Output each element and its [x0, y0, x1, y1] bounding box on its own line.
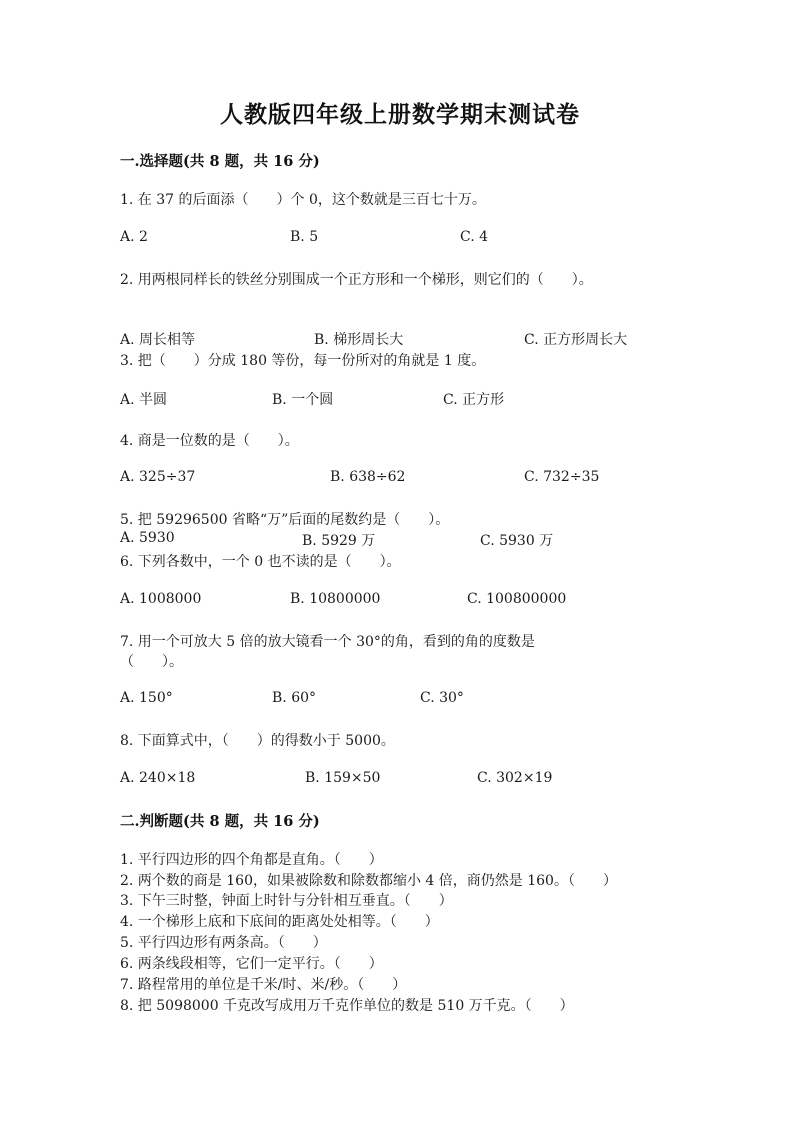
option-c: C. 30° — [420, 690, 464, 706]
judge-item: 4. 一个梯形上底和下底间的距离处处相等。（ ） — [120, 914, 439, 930]
question-stem: 3. 把（ ）分成 180 等份，每一份所对的角就是 1 度。 — [120, 353, 486, 369]
judge-item: 5. 平行四边形有两条高。（ ） — [120, 935, 327, 951]
judge-item: 7. 路程常用的单位是千米/时、米/秒。（ ） — [120, 977, 407, 993]
option-a: A. 周长相等 — [120, 332, 196, 348]
option-c: C. 4 — [460, 229, 489, 245]
option-b: B. 5 — [290, 229, 319, 245]
option-a: A. 1008000 — [120, 591, 202, 607]
option-a: A. 5930 — [120, 530, 175, 546]
section-heading-choice: 一.选择题(共 8 题，共 16 分) — [120, 153, 320, 170]
question-stem: 6. 下列各数中，一个 0 也不读的是（ ）。 — [120, 554, 401, 570]
question-stem-continuation: （ ）。 — [120, 654, 183, 670]
option-b: B. 5929 万 — [302, 533, 376, 549]
option-b: B. 159×50 — [305, 770, 381, 786]
option-c: C. 100800000 — [467, 591, 567, 607]
section-heading-judge: 二.判断题(共 8 题，共 16 分) — [120, 813, 320, 830]
option-a: A. 2 — [120, 229, 148, 245]
judge-item: 6. 两条线段相等，它们一定平行。（ ） — [120, 956, 383, 972]
option-c: C. 732÷35 — [524, 469, 600, 485]
judge-item: 1. 平行四边形的四个角都是直角。（ ） — [120, 852, 383, 868]
judge-item: 3. 下午三时整，钟面上时针与分针相互垂直。（ ） — [120, 893, 453, 909]
option-b: B. 60° — [272, 690, 317, 706]
option-a: A. 150° — [120, 690, 173, 706]
page-title: 人教版四年级上册数学期末测试卷 — [220, 101, 580, 128]
option-c: C. 正方形 — [443, 392, 505, 408]
question-stem: 2. 用两根同样长的铁丝分别围成一个正方形和一个梯形，则它们的（ ）。 — [120, 272, 593, 288]
option-c: C. 5930 万 — [480, 533, 554, 549]
option-a: A. 325÷37 — [120, 469, 196, 485]
option-b: B. 梯形周长大 — [314, 332, 404, 348]
question-stem: 1. 在 37 的后面添（ ）个 0，这个数就是三百七十万。 — [120, 192, 486, 208]
option-c: C. 正方形周长大 — [524, 332, 628, 348]
question-stem: 7. 用一个可放大 5 倍的放大镜看一个 30°的角，看到的角的度数是 — [120, 634, 535, 650]
question-stem: 4. 商是一位数的是（ ）。 — [120, 433, 299, 449]
option-b: B. 一个圆 — [272, 392, 334, 408]
option-a: A. 半圆 — [120, 392, 168, 408]
question-stem: 8. 下面算式中，（ ）的得数小于 5000。 — [120, 733, 395, 749]
question-stem: 5. 把 59296500 省略“万”后面的尾数约是（ ）。 — [120, 512, 450, 528]
judge-item: 2. 两个数的商是 160，如果被除数和除数都缩小 4 倍，商仍然是 160。（ ） — [120, 873, 617, 889]
option-b: B. 10800000 — [290, 591, 381, 607]
option-c: C. 302×19 — [477, 770, 553, 786]
option-b: B. 638÷62 — [330, 469, 406, 485]
judge-item: 8. 把 5098000 千克改写成用万千克作单位的数是 510 万千克。（ ） — [120, 998, 574, 1014]
option-a: A. 240×18 — [120, 770, 196, 786]
